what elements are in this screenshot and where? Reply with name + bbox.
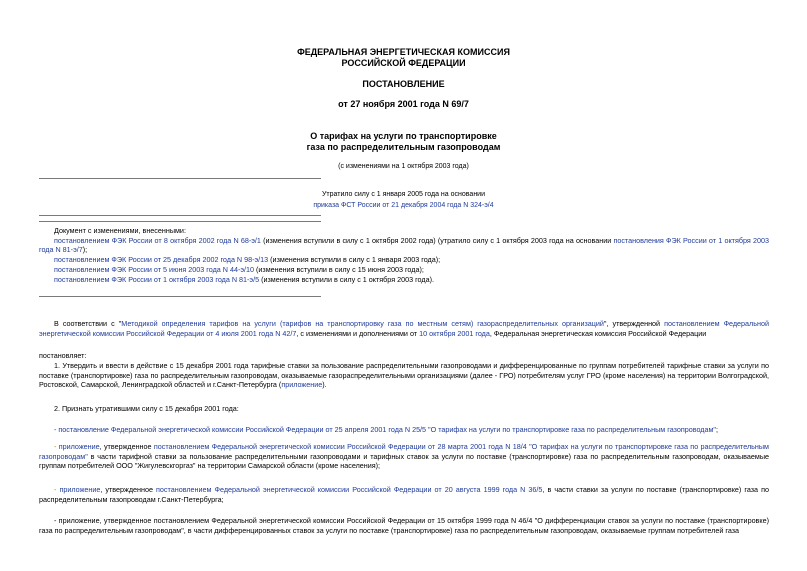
change-item: [39, 275, 769, 285]
repealed-item-1: [39, 425, 769, 435]
amendment-date-link[interactable]: 10 октября 2001 года: [419, 328, 490, 338]
org-name-line2: РОССИЙСКОЙ ФЕДЕРАЦИИ: [341, 58, 466, 68]
body-text: , Федеральная энергетическая комиссия Российской Федерации: [489, 328, 707, 338]
appendix-link[interactable]: приложение: [59, 485, 101, 494]
body-text: , утвержденное: [99, 442, 154, 451]
doc-date: от 27 ноября 2001 года N 69/7: [338, 99, 469, 109]
change-item: [39, 255, 769, 265]
body-text: ;: [715, 425, 718, 434]
clause-1: [39, 361, 769, 390]
methodology-link[interactable]: Методикой определения тарифов на услуги (тарифов на транспортировку газа по местным сетям) газораспределительных организаций: [121, 319, 604, 328]
resolution-link[interactable]: постановлением Федеральной энергетической комиссии Российской Федерации от 4 июля 2001 года N 42/7: [39, 319, 769, 338]
body-text: ", утвержденной: [603, 319, 665, 328]
expiry-note: Утратило силу с 1 января 2005 года на основании: [321, 191, 486, 198]
doc-title-line2: газа по распределительным газопроводам: [306, 142, 501, 152]
repealed-resolution-link[interactable]: постановлением Федеральной энергетической комиссии Российской Федерации от 28 марта 2001 года N 18/4 "О тарифах на услуги по транспортировке газа по распределительным газопроводам": [39, 442, 769, 461]
doc-title-line1: О тарифах на услуги по транспортировке: [310, 131, 497, 141]
change-text: (изменения вступили в силу с 1 октября 2002 года) (утратило силу с 1 октября 2003 года на основании: [260, 235, 614, 245]
change-text: );: [82, 245, 88, 255]
repealed-item-2: [39, 442, 769, 471]
appendix-link[interactable]: приложение: [58, 442, 100, 451]
change-text: (изменения вступили в силу с 1 января 2003 года);: [268, 255, 441, 265]
body-text: , в части ставки за услуги по поставке (транспортировке) газа по распределительным газопроводам г.Санкт-Петербурга;: [39, 485, 769, 504]
doc-type: ПОСТАНОВЛЕНИЕ: [362, 79, 445, 89]
body-text: 1. Утвердить и ввести в действие с 15 декабря 2001 года тарифные ставки за пользование распределительными газопроводами и дифференцированные по группам потребителей тарифные ставки за услуги по поставке (транспортировке) газа по распределительным газопроводам, оказываемые газораспределительными организациями (далее - ГРО) потребителям услуг ГРО (кроме населения) на территории Волгоградской, Ростовской, Самарской, Ленинградской областей и г.Санкт-Петербурга (: [39, 361, 769, 390]
repealed-resolution-link[interactable]: постановлением Федеральной энергетической комиссии Российской Федерации от 20 августа 1999 года N 36/5: [156, 485, 543, 494]
divider: [39, 296, 321, 297]
change-link[interactable]: постановлением ФЭК России от 1 октября 2003 года N 81-э/5: [54, 274, 260, 284]
dash-mark: -: [54, 442, 59, 451]
amendment-note: (с изменениями на 1 октября 2003 года): [338, 163, 469, 170]
body-text: , утвержденное: [100, 485, 157, 494]
org-name-line1: ФЕДЕРАЛЬНАЯ ЭНЕРГЕТИЧЕСКАЯ КОМИССИЯ: [297, 47, 510, 57]
clause-2: 2. Признать утратившими силу с 15 декабря 2001 года:: [54, 404, 239, 413]
changes-block: [39, 226, 769, 284]
change-text: (изменения вступили в силу с 1 октября 2003 года).: [259, 274, 434, 284]
change-text: (изменения вступили в силу с 15 июня 2003 года);: [254, 264, 424, 274]
change-item: [39, 236, 769, 255]
body-text: в части тарифной ставки за пользование распределительными газопроводами и тарифных ставок за услуги по поставке (транспортировке) газа по распределительным газопроводам, оказываемые группам потребителей ООО "Жигулевскгоргаз" на территории Самарской области (кроме населения);: [39, 451, 769, 471]
change-link[interactable]: постановлением ФЭК России от 8 октября 2002 года N 68-э/1: [54, 235, 261, 245]
change-link[interactable]: постановлением ФЭК России от 25 декабря 2002 года N 98-э/13: [54, 255, 269, 265]
divider: [39, 178, 321, 179]
body-text: В соответствии с ": [54, 319, 122, 328]
change-item: [39, 265, 769, 275]
preamble-paragraph: [39, 319, 769, 338]
repealed-item-3: [39, 485, 769, 504]
body-text: ).: [322, 380, 327, 390]
change-link[interactable]: постановления ФЭК России от 1 октября 2003 года N 81-э/7: [39, 235, 769, 255]
divider: [39, 221, 321, 222]
change-link[interactable]: постановлением ФЭК России от 5 июня 2003 года N 44-э/10: [54, 264, 255, 274]
dash-mark: -: [54, 485, 60, 494]
expiry-link-row: [180, 201, 627, 211]
divider: [39, 215, 321, 216]
decree-word: постановляет:: [39, 351, 87, 360]
changes-intro: Документ с изменениями, внесенными:: [54, 226, 186, 235]
repealed-resolution-link[interactable]: - постановление Федеральной энергетической комиссии Российской Федерации от 25 апреля 2001 года N 25/5 "О тарифах на услуги по транспортировке газа по распределительным газопроводам": [54, 425, 716, 434]
appendix-link[interactable]: приложение: [281, 380, 323, 390]
expiry-order-link[interactable]: приказа ФСТ России от 21 декабря 2004 года N 324-э/4: [313, 202, 494, 209]
repealed-item-4: - приложение, утвержденное постановлением Федеральной энергетической комиссии Российской Федерации от 15 октября 1999 года N 46/4 "О дифференциации ставок за услуги по поставке (транспортировке) газа по распределительным газопроводам", в части дифференцированных ставок за услуги по поставке (транспортировке) газа по распределительным газопроводам, оказываемые группам потребителей газа: [39, 516, 769, 535]
body-text: , с изменениями и дополнениями от: [296, 328, 420, 338]
